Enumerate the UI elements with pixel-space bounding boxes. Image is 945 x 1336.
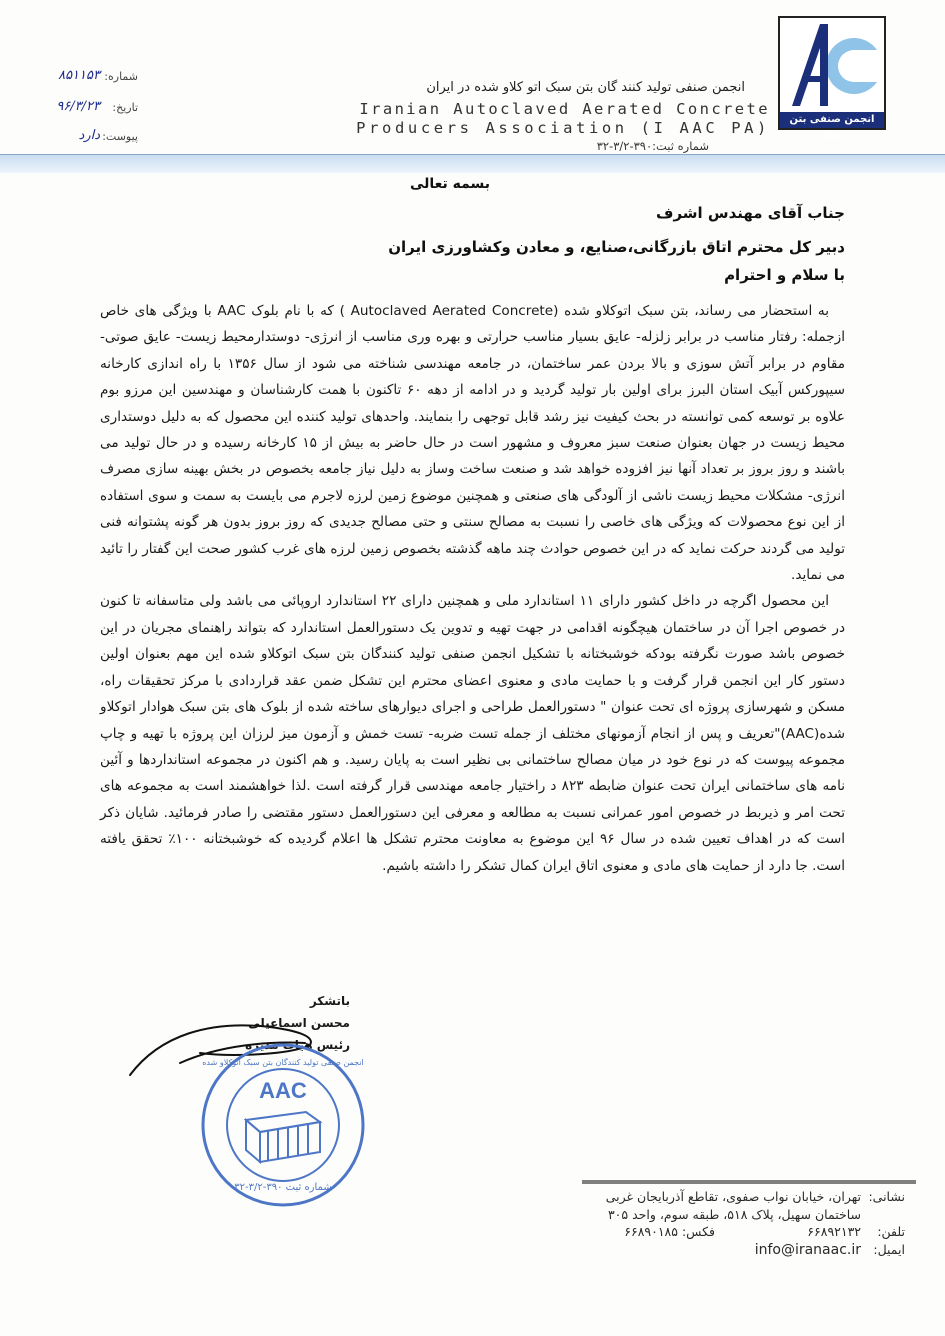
address-line-2: ساختمان سهیل، پلاک ۵۱۸، طبقه سوم، واحد ۳۰۵ bbox=[607, 1206, 862, 1222]
letter-attachment bbox=[6, 128, 138, 148]
registration-number: شماره ثبت:۳۹۰-۳/۲-۳۲ bbox=[596, 139, 709, 153]
fax-value: ۶۶۸۹۰۱۸۵ bbox=[624, 1224, 678, 1239]
recipient-title: دبیر کل محترم اتاق بازرگانی،صنایع، و معادن وکشاورزی ایران bbox=[388, 238, 845, 256]
association-seal bbox=[198, 1040, 368, 1210]
aac-logo-icon bbox=[780, 18, 884, 112]
letter-date bbox=[6, 99, 138, 119]
email-label: ایمیل: bbox=[873, 1241, 905, 1257]
letter-body bbox=[100, 298, 845, 879]
email-link[interactable]: info@iranaac.ir bbox=[754, 1241, 862, 1258]
seal-stamp-icon bbox=[198, 1040, 368, 1210]
basmala: بسمه تعالی bbox=[409, 176, 491, 192]
address-row bbox=[580, 1188, 905, 1206]
body-paragraph-1: به استحضار می رساند، بتن سبک اتوکلاو شده (Autoclaved Aerated Concrete ) که با نام بلوک AAC با ویژگی های خاص ازجمله: رفتار مناسب در برابر زلزله- عایق بسیار مناسب حرارتی و بهره وری مناسب از انرژی- دوستدارمحیط زیست- عایق صوتی- مقاوم در برابر آتش سوزی و بالا بردن عمر ساختمان، در جامعه مهندسی شناخته می شود از سال ۱۳۵۶ با راه اندازی کارخانه سیپورکس آبیک استان البرز برای اولین بار تولید گردید و در ادامه از دهه ۶۰ تاکنون با همت کارشناسان و مهندسین این مرزو بوم علاوه بر توسعه کمی توانسته در بحث کیفیت نیز رشد قابل توجهی را بنمایند. واحدهای تولید کننده این محصول که به دلیل دوستداری محیط زیست در جهان بعنوان صنعت سبز معروف و مشهور است در حال حاضر به بیش از ۱۵ کارخانه رسیده و در حال تولید می باشند و روز بروز بر تعداد آنها نیز افزوده خواهد شد و صنعت ساخت وساز به دلیل نیاز جامعه بخصوص در بخش بهینه سازی مصرف انرژی- مشکلات محیط زیست ناشی از آلودگی های صنعتی و همچنین موضوع زمین لرزه لاجرم می بایست به سمت و سوی استفاده از این نوع محصولات که ویژگی های خاصی را نسبت به مصالح سنتی و حتی مصالح جدیدی که روز بروز بدون هر گونه پشتوانه فنی تولید می گردند حرکت نماید که در این خصوص حوادث چند ماهه گذشته بخصوص زمین لرزه های غرب کشور صحت این گفتار را تائید می نماید. bbox=[100, 303, 845, 584]
body-paragraph-2: این محصول اگرچه در داخل کشور دارای ۱۱ استاندارد ملی و همچنین دارای ۲۲ استاندارد اروپائی می باشد ولی متاسفانه تا کنون در خصوص اجرا آن در ساختمان هیچگونه اقدامی در جهت تهیه و تدوین یک دستورالعمل استاندارد که بتواند راهنمای مجریان در این خصوص باشد صورت نگرفته بودکه خوشبختانه با تشکیل انجمن صنفی تولید کنندگان بتن سبک اتوکلاو شده این مهم بعنوان اولین دستور کار این انجمن قرار گرفت و با حمایت مادی و معنوی اعضای محترم این تشکل ضمن عقد قراردادی با مرکز تحقیقات راه، مسکن و شهرسازی پروژه ای تحت عنوان " دستورالعمل طراحی و اجرای دیوارهای ساخته شده از بلوک های بتن سبک هوادار اتوکلاو شده(AAC)"تعریف و پس از انجام آزمونهای مختلف از جمله تست ضربه- تست خمش و آزمون میز لرزان این پروژه با تهیه و چاپ مجموعه پیوست که در نوع خود در میان مصالح ساختمانی بی نظیر است به پایان رسید. و هم اکنون در مجموعه استانداردها و آئین نامه های ساختمانی ایران تحت عنوان ضابطه ۸۲۳ د راختیار جامعه مهندسی قرار گرفته است .لذا خواهشمند است به مجموعه های تحت امر و ذیربط در خصوص امور عمرانی نسبت به مطالعه و معرفی این دستورالعمل دستور مقتضی را صادر فرمائید. شایان ذکر است که در اهداف تعیین شده در سال ۹۶ این موضوع به معاونت محترم تشکل ها اعلام گردیده که خوشبختانه ۱۰۰٪ تحقق یافته است. جا دارد از حمایت های مادی و معنوی اتاق ایران کمال تشکر را داشته باشیم. bbox=[100, 593, 845, 874]
recipient-name: جناب آقای مهندس اشرف bbox=[656, 204, 845, 222]
phone-row bbox=[580, 1223, 905, 1241]
letter-number bbox=[6, 68, 138, 88]
address-line-1: تهران، خیابان نواب صفوی، تقاطع آذربایجان غربی bbox=[605, 1189, 862, 1204]
address-label: نشانی: bbox=[868, 1189, 905, 1204]
logo-caption: انجمن صنفی بتن سبک bbox=[780, 112, 884, 128]
phone-value: ۶۶۸۹۲۱۳۲ bbox=[807, 1224, 862, 1239]
address-row-2 bbox=[580, 1206, 905, 1224]
letter-attachment-label: پیوست: bbox=[102, 130, 138, 143]
signature-thanks: باتشکر bbox=[309, 994, 350, 1008]
footer-divider bbox=[582, 1180, 916, 1184]
email-row bbox=[580, 1241, 905, 1260]
letter-attachment-value: دارد bbox=[78, 128, 100, 143]
signer-name: محسن اسماعیلی bbox=[248, 1016, 350, 1030]
seal-ring-text: انجمن صنفی تولید کنندگان بتن سبک اتوکلاو شده bbox=[202, 1058, 364, 1067]
org-name-english-line1: Iranian Autoclaved Aerated Concrete bbox=[359, 100, 770, 118]
seal-reg-text: شماره ثبت ۳۹۰-۳/۲-۳۲ bbox=[234, 1182, 332, 1193]
greeting: با سلام و احترام bbox=[724, 266, 845, 284]
fax-group bbox=[624, 1223, 715, 1241]
seal-aac-text: AAC bbox=[259, 1078, 307, 1103]
org-name-english-line2: Producers Association (I AAC PA) bbox=[356, 119, 770, 137]
org-name-persian: انجمن صنفی تولید کنند گان بتن سبک اتو کلاو شده در ایران bbox=[426, 80, 745, 95]
footer-contact bbox=[580, 1188, 905, 1259]
phone-label: تلفن: bbox=[877, 1224, 905, 1239]
fax-label: فکس: bbox=[681, 1224, 715, 1239]
letter-number-label: شماره: bbox=[104, 70, 138, 83]
signer-title: رئیس هیات مدیره bbox=[245, 1038, 350, 1052]
letter-date-label: تاریخ: bbox=[112, 101, 138, 114]
letter-number-value: ۸۵۱۱۵۳ bbox=[58, 68, 100, 83]
header-band bbox=[0, 155, 945, 173]
association-logo bbox=[778, 16, 886, 141]
letter-date-value: ۹۶/۳/۲۳ bbox=[56, 99, 100, 114]
